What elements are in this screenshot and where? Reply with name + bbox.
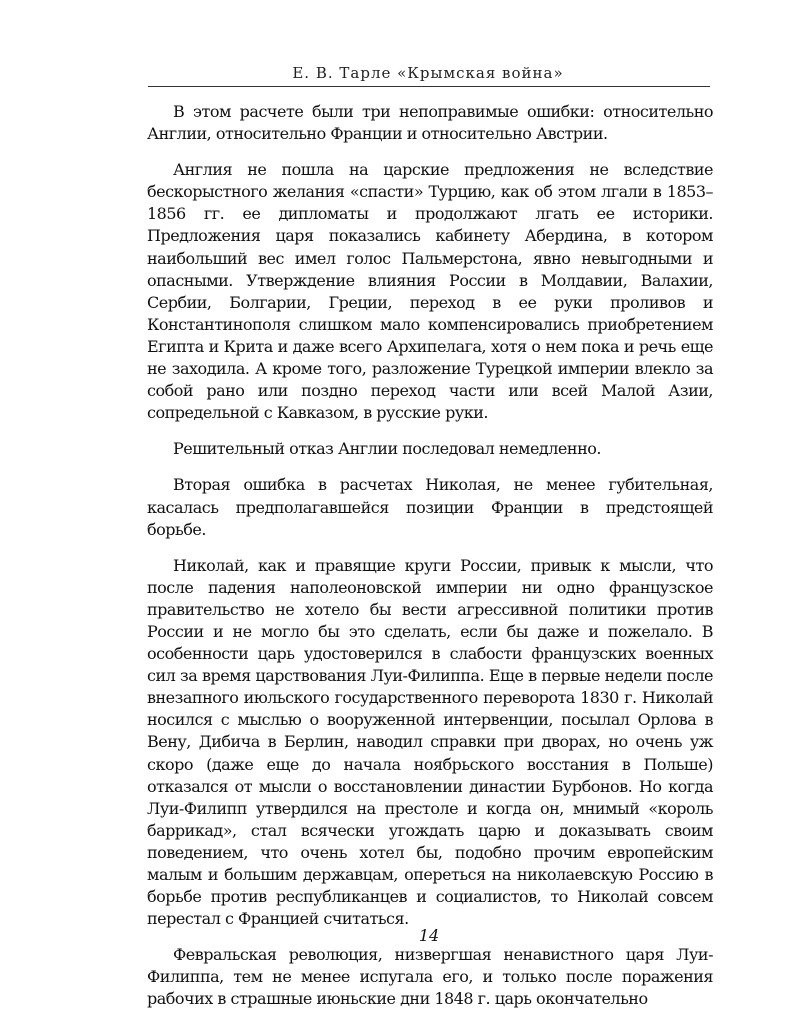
paragraph: Англия не пошла на царские предложения не вследствие бескорыстного желания «спасти» Турцию, как об этом лгали в 1853–1856 гг. ее дипломаты и продолжают лгать ее историки. Предложения царя показались кабинету Абердина, в котором наибольший вес имел голос Пальмерстона, явно невыгодными и опасными. Утверждение влияния России в Молдавии, Валахии, Сербии, Болгарии, Греции, переход в ее руки проливов и Константинополя слишком мало компенсировались приобретением Египта и Крита и даже всего Архипелага, хотя о нем пока и речь еще не заходила. А кроме того, разложение Турецкой империи влекло за собой рано или поздно переход части или всей Малой Азии, сопредельной с Кавказом, в русские руки.: [147, 160, 713, 423]
page-number: 14: [418, 926, 440, 945]
running-header-title: Е. В. Тарле «Крымская война»: [292, 64, 564, 82]
paragraph: В этом расчете были три непоправимые ошибки: относительно Англии, относительно Франции и относительно Австрии.: [147, 102, 713, 144]
page-body: [147, 101, 713, 1025]
paragraph: Февральская революция, низвергшая ненавистного царя Луи-Филиппа, тем не менее испугала его, и только после поражения рабочих в страшные июньские дни 1848 г. царь окончательно: [147, 945, 713, 1009]
paragraph: Николай, как и правящие круги России, привык к мысли, что после падения наполеоновской империи ни одно французское правительство не хотело бы вести агрессивной политики против России и не могло бы это сделать, если бы даже и пожелало. В особенности царь удостоверился в слабости французских военных сил за время царствования Луи-Филиппа. Еще в первые недели после внезапного июльского государственного переворота 1830 г. Николай носился с мыслью о вооруженной интервенции, посылал Орлова в Вену, Дибича в Берлин, наводил справки при дворах, но очень уж скоро (даже еще до начала ноябрьского восстания в Польше) отказался от мысли о восстановлении династии Бурбонов. Но когда Луи-Филипп утвердился на престоле и когда он, мнимый «король баррикад», стал всячески угождать царю и доказывать своим поведением, что очень хотел бы, подобно прочим европейским малым и большим державцам, опереться на николаевскую Россию в борьбе против республиканцев и социалистов, то Николай совсем перестал с Францией считаться.: [147, 555, 713, 929]
paragraph: Решительный отказ Англии последовал немедленно.: [173, 439, 601, 459]
paragraph: Вторая ошибка в расчетах Николая, не менее губительная, касалась предполагавшейся позиции Франции в предстоящей борьбе.: [147, 475, 713, 539]
header-divider: [148, 86, 710, 87]
